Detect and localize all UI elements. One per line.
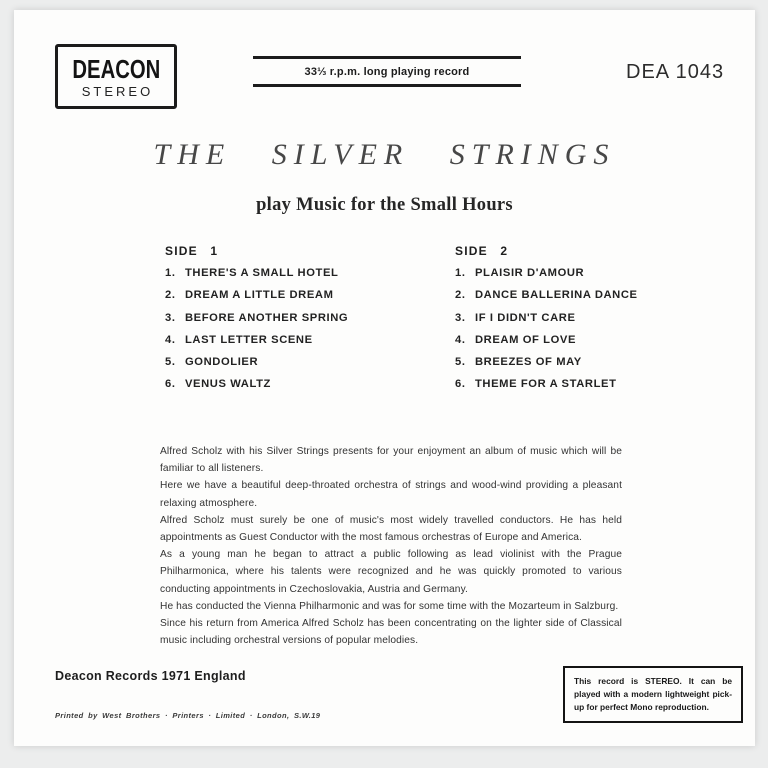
track-item — [165, 356, 427, 378]
side2-tracks — [455, 267, 717, 401]
track-item — [455, 356, 717, 378]
liner-notes-paragraph: Here we have a beautiful deep-throated orchestra of strings and wood-wind providing a pleasant relaxing atmosphere. — [160, 480, 622, 509]
track-title: VENUS WALTZ — [185, 378, 271, 391]
track-item — [165, 378, 427, 400]
liner-notes-paragraph: Since his return from America Alfred Scholz has been concentrating on the lighter side of Classical music including orchestral versions of popular melodies. — [160, 618, 622, 647]
track-number: 2. — [165, 289, 176, 302]
side1-tracks — [165, 267, 427, 401]
rpm-banner — [253, 56, 521, 87]
track-number: 3. — [165, 311, 176, 324]
track-title: THERE'S A SMALL HOTEL — [185, 267, 339, 279]
track-number: 2. — [455, 289, 466, 302]
liner-notes — [160, 443, 622, 649]
rpm-banner-text: 33⅓ r.p.m. long playing record — [304, 66, 470, 78]
track-title: DANCE BALLERINA DANCE — [475, 289, 638, 302]
album-title: THE SILVER STRINGS — [153, 138, 616, 171]
track-number: 3. — [455, 311, 466, 324]
publisher-credit: Deacon Records 1971 England — [55, 669, 246, 683]
track-title: BREEZES OF MAY — [475, 356, 582, 369]
stereo-label: STEREO — [81, 83, 154, 99]
track-number: 5. — [455, 356, 466, 369]
side1-tracklist — [165, 245, 427, 401]
track-number: 4. — [455, 333, 466, 346]
liner-notes-paragraph: Alfred Scholz with his Silver Strings presents for your enjoyment an album of music which will be familiar to all listeners. — [160, 446, 622, 475]
printer-credit: Printed by West Brothers · Printers · Limited · London, S.W.19 — [55, 711, 321, 720]
track-title: PLAISIR D'AMOUR — [475, 267, 585, 279]
track-title: LAST LETTER SCENE — [185, 333, 313, 346]
catalog-number: DEA 1043 — [626, 61, 725, 83]
track-title: DREAM OF LOVE — [475, 333, 577, 346]
track-item — [165, 267, 427, 289]
track-title: GONDOLIER — [185, 356, 259, 369]
track-item — [455, 378, 717, 400]
liner-notes-paragraph: As a young man he began to attract a public following as lead violinist with the Prague Philharmonica, where his talents were recognized and he was quickly promoted to various conducting appointments in Czechoslovakia, Austria and Germany. — [160, 549, 622, 595]
liner-notes-paragraph: He has conducted the Vienna Philharmonic and was for some time with the Mozarteum in Salzburg. — [160, 600, 619, 612]
track-item — [455, 312, 717, 334]
track-title: THEME FOR A STARLET — [475, 378, 617, 391]
track-number: 1. — [165, 267, 176, 279]
album-subtitle: play Music for the Small Hours — [256, 195, 513, 215]
track-title: IF I DIDN'T CARE — [475, 311, 576, 324]
track-title: DREAM A LITTLE DREAM — [185, 289, 334, 302]
side2-heading: SIDE 2 — [455, 244, 509, 258]
side2-tracklist — [455, 245, 717, 401]
stereo-notice-box — [563, 666, 743, 723]
side1-heading: SIDE 1 — [165, 244, 219, 258]
deacon-record-label-logo — [55, 44, 177, 109]
track-item — [165, 289, 427, 311]
track-item — [455, 289, 717, 311]
track-item — [455, 267, 717, 289]
track-item — [455, 334, 717, 356]
track-number: 5. — [165, 356, 176, 369]
track-item — [165, 312, 427, 334]
track-title: BEFORE ANOTHER SPRING — [185, 311, 349, 324]
track-item — [165, 334, 427, 356]
track-number: 6. — [165, 378, 176, 391]
track-number: 1. — [455, 267, 466, 279]
stereo-notice-text: This record is STEREO. It can be played with a modern lightweight pick-up for perfect Mono reproduction. — [574, 676, 732, 713]
liner-notes-paragraph: Alfred Scholz must surely be one of music's most widely travelled conductors. He has held appointments as Guest Conductor with the most famous orchestras of Europe and America. — [160, 514, 622, 544]
track-number: 6. — [455, 378, 466, 391]
album-back-cover — [14, 10, 755, 746]
label-name: DEACON — [72, 53, 160, 84]
track-number: 4. — [165, 333, 176, 346]
